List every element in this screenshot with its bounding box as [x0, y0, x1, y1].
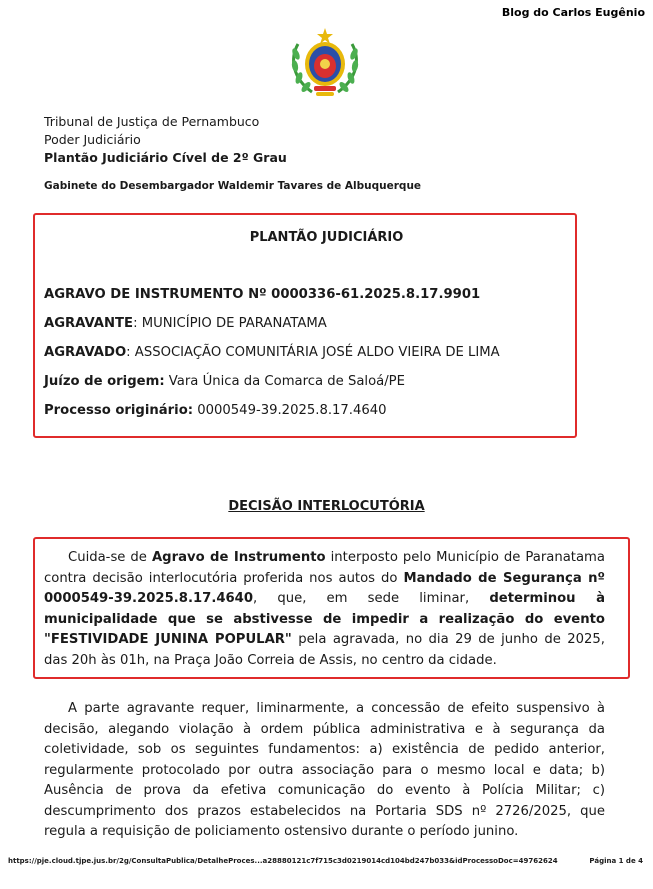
summary-paragraph — [44, 548, 605, 671]
p1-text-2: interposto pelo Município de Paranatama contra decisão interlocutória proferida nos autos do — [44, 550, 605, 586]
juizo-label: Juízo de origem: — [44, 374, 165, 389]
p1-text-3: , que, em sede liminar, — [253, 591, 490, 606]
agravo-number: AGRAVO DE INSTRUMENTO Nº 0000336-61.2025.8.17.9901 — [44, 287, 481, 302]
header-gabinete: Gabinete do Desembargador Waldemir Tavares de Albuquerque — [44, 180, 422, 192]
p1-text-4: pela agravada, no dia 29 de junho de 2025, das 20h às 01h, na Praça João Correia de Assis, no centro da cidade. — [44, 632, 605, 668]
footer-url: https://pje.cloud.tjpe.jus.br/2g/ConsultaPublica/DetalheProces...a28880121c7f715c3d0219014cd104bd247b033&idProcessoDoc=49762624 — [8, 857, 558, 865]
agravado-row — [44, 344, 500, 362]
processo-row — [44, 402, 387, 420]
p1-bold-1: Agravo de Instrumento — [151, 550, 326, 565]
header-tribunal: Tribunal de Justiça de Pernambuco — [44, 114, 260, 129]
processo-label: Processo originário: — [44, 403, 194, 418]
p1-bold-3: determinou à municipalidade que se abstivesse de impedir a realização do evento "FESTIVIDADE JUNINA POPULAR" — [44, 591, 605, 647]
agravante-label: AGRAVANTE — [44, 316, 134, 331]
processo-value: 0000549-39.2025.8.17.4640 — [193, 403, 387, 418]
decisao-title: DECISÃO INTERLOCUTÓRIA — [228, 499, 425, 514]
body-paragraph: A parte agravante requer, liminarmente, a concessão de efeito suspensivo à decisão, alegando violação à ordem pública administrativa e à segurança da coletividade, sob os seguintes fundamentos: a) existência de pedido anterior, regularmente protocolado por outra associação para o mesmo local e data; b) Ausência de prova da efetiva comunicação do evento à Polícia Militar; c) descumprimento dos prazos estabelecidos na Portaria SDS nº 2726/2025, que regula a requisição de policiamento ostensivo durante o período junino. — [44, 701, 605, 839]
p1-bold-2: Mandado de Segurança nº 0000549-39.2025.8.17.4640 — [44, 570, 605, 606]
juizo-row — [44, 373, 405, 391]
case-box-title: PLANTÃO JUDICIÁRIO — [249, 230, 404, 245]
footer-page-number: Página 1 de 4 — [589, 857, 643, 865]
juizo-value: Vara Única da Comarca de Saloá/PE — [164, 374, 405, 389]
agravante-row — [44, 315, 327, 333]
agravado-label: AGRAVADO — [44, 345, 127, 360]
agravado-value: : ASSOCIAÇÃO COMUNITÁRIA JOSÉ ALDO VIEIRA DE LIMA — [126, 345, 500, 360]
header-plantao: Plantão Judiciário Cível de 2º Grau — [44, 150, 287, 165]
agravante-value: : MUNICÍPIO DE PARANATAMA — [133, 316, 327, 331]
p1-text-1: Cuida-se de — [68, 550, 152, 565]
watermark: Blog do Carlos Eugênio — [501, 6, 645, 19]
pernambuco-coat-of-arms-icon — [286, 26, 364, 98]
header-poder: Poder Judiciário — [44, 132, 141, 147]
